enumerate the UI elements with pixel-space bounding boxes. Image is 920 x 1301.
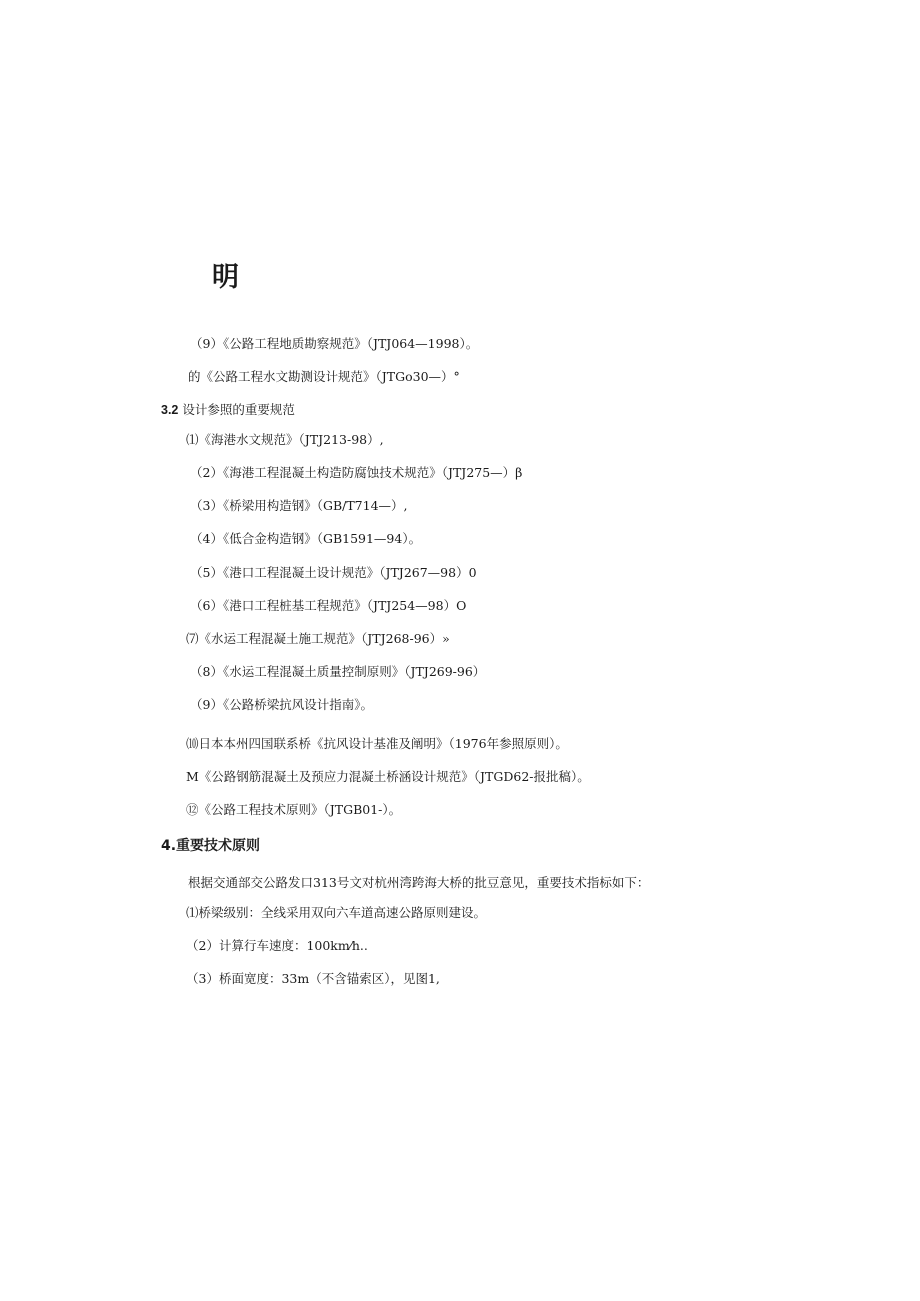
- reference-item: （4）《低合金构造钢》（GB1591—94）。: [190, 531, 422, 546]
- reference-item: （9）《公路桥梁抗风设计指南》。: [190, 697, 373, 712]
- list-item: （2）计算行车速度：100km⁄h..: [186, 938, 368, 953]
- section-title: 设计参照的重要规范: [182, 402, 295, 417]
- reference-item: （6）《港口工程桩基工程规范》（JTJ254—98）O: [190, 598, 467, 613]
- reference-item: （3）《桥梁用构造钢》（GB/T714—）,: [190, 498, 408, 513]
- reference-item: ⑽日本本州四国联系桥《抗风设计基准及阐明》（1976年参照原则）。: [186, 736, 568, 751]
- section-number: 3.2: [161, 403, 179, 417]
- reference-item: 的《公路工程水文勘测设计规范》（JTGo30—）°: [188, 369, 460, 384]
- reference-item: （9）《公路工程地质勘察规范》（JTJ064—1998）。: [190, 336, 479, 351]
- list-item: ⑴桥梁级别：全线采用双向六车道高速公路原则建设。: [186, 905, 487, 920]
- reference-item: ⑺《水运工程混凝土施工规范》（JTJ268-96）»: [186, 631, 450, 646]
- reference-item: （2）《海港工程混凝土构造防腐蚀技术规范》（JTJ275—）β: [190, 465, 523, 480]
- list-item: （3）桥面宽度：33m（不含锚索区），见图1,: [186, 971, 440, 986]
- reference-item: （5）《港口工程混凝土设计规范》（JTJ267—98）0: [190, 565, 477, 580]
- body-paragraph: 根据交通部交公路发口313号文对杭州湾跨海大桥的批豆意见，重要技术指标如下：: [188, 875, 650, 890]
- reference-item: ⑴《海港水文规范》（JTJ213-98）,: [186, 432, 384, 447]
- heading-fragment: 明: [212, 262, 239, 293]
- section-heading-4: 4.重要技术原则: [161, 838, 261, 854]
- reference-item: ⑫《公路工程技术原则》（JTGB01-）。: [186, 802, 402, 817]
- section-heading-3-2: [161, 402, 295, 418]
- reference-item: （8）《水运工程混凝土质量控制原则》（JTJ269-96）: [190, 664, 486, 679]
- reference-item: M《公路钢筋混凝土及预应力混凝土桥涵设计规范》（JTGD62-报批稿）。: [186, 769, 590, 784]
